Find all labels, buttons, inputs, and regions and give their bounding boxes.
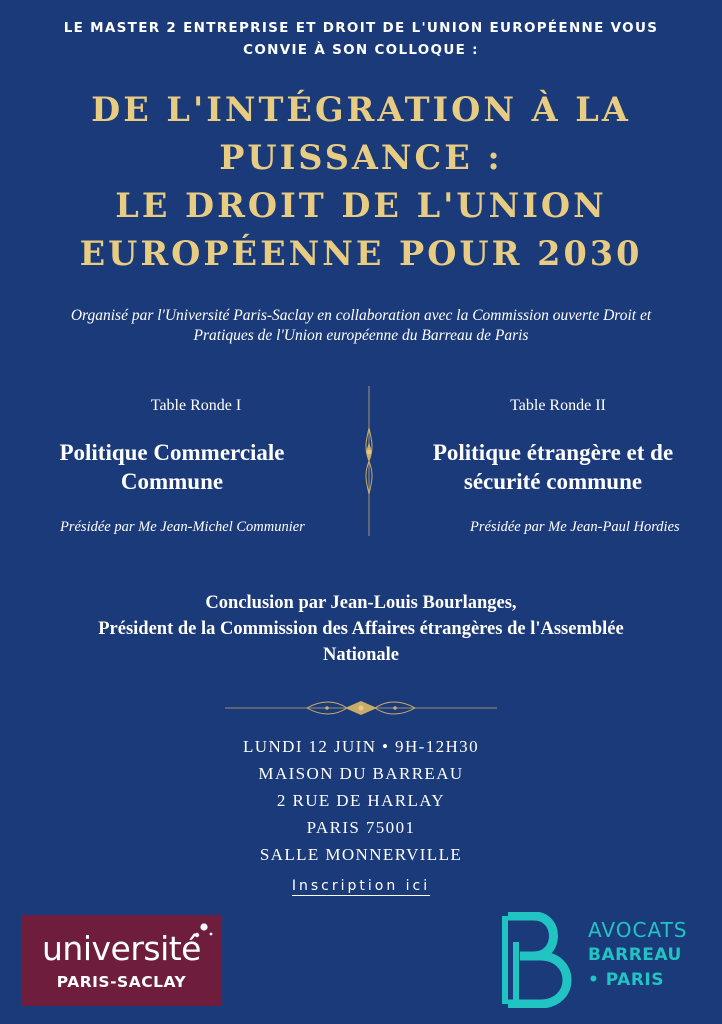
- round-table-2-title: [392, 438, 714, 496]
- round-table-2-title-line: sécurité commune: [463, 469, 643, 494]
- barreau-logo-line: • PARIS: [588, 970, 664, 990]
- conclusion-text: [20, 590, 702, 668]
- round-table-1-title-line: Politique Commerciale: [59, 440, 285, 465]
- title-line: LE DROIT DE L'UNION: [115, 186, 607, 225]
- conclusion-line: Président de la Commission des Affaires étrangères de l'Assemblée: [98, 619, 624, 639]
- conclusion-line: Conclusion par Jean-Louis Bourlanges,: [205, 593, 517, 613]
- university-paris-saclay-logo: [21, 915, 222, 1006]
- barreau-logo-line: BARREAU: [588, 945, 682, 965]
- event-city: PARIS 75001: [306, 818, 416, 837]
- event-street: 2 RUE DE HARLAY: [276, 791, 446, 810]
- barreau-logo-text: [588, 918, 687, 992]
- ornament-divider: [225, 697, 497, 719]
- title-line: EUROPÉENNE POUR 2030: [79, 234, 643, 273]
- intro-line: LE MASTER 2 ENTREPRISE ET DROIT DE L'UNION EUROPÉENNE VOUS: [63, 20, 659, 36]
- avocats-barreau-paris-logo: [496, 912, 708, 1008]
- conclusion-line: Nationale: [322, 645, 400, 665]
- title-line: DE L'INTÉGRATION À LA: [91, 90, 631, 129]
- round-table-2-title-line: Politique étrangère et de: [432, 440, 674, 465]
- registration-link-wrapper: [211, 878, 511, 894]
- organiser-text: [10, 306, 712, 346]
- university-logo-main-text: université: [41, 929, 201, 968]
- round-table-2-chair: Présidée par Me Jean-Paul Hordies: [470, 519, 680, 535]
- university-logo-sub-text: PARIS-SACLAY: [56, 973, 187, 991]
- round-table-1-heading: Table Ronde I: [150, 397, 242, 414]
- organiser-line: Organisé par l'Université Paris-Saclay en collaboration avec la Commission ouverte Droit et: [70, 307, 652, 324]
- round-table-2-heading: Table Ronde II: [510, 397, 606, 414]
- event-title: [10, 86, 712, 278]
- event-room: SALLE MONNERVILLE: [259, 845, 463, 864]
- barreau-b-logo-icon: [496, 912, 578, 1008]
- barreau-logo-line: AVOCATS: [588, 918, 688, 942]
- event-details: [161, 733, 561, 868]
- column-divider-ornament: [359, 386, 379, 536]
- title-line: PUISSANCE :: [219, 138, 503, 177]
- round-table-1-title: [26, 438, 318, 496]
- registration-link[interactable]: Inscription ici: [291, 878, 431, 894]
- event-venue: MAISON DU BARREAU: [258, 764, 464, 783]
- event-date: LUNDI 12 JUIN • 9H-12H30: [243, 737, 479, 756]
- intro-text: [20, 17, 702, 61]
- intro-line: CONVIE À SON COLLOQUE :: [243, 42, 479, 58]
- organiser-line: Pratiques de l'Union européenne du Barreau de Paris: [193, 327, 529, 344]
- round-table-1-title-line: Commune: [120, 469, 224, 494]
- round-table-1-chair: Présidée par Me Jean-Michel Communier: [60, 519, 305, 535]
